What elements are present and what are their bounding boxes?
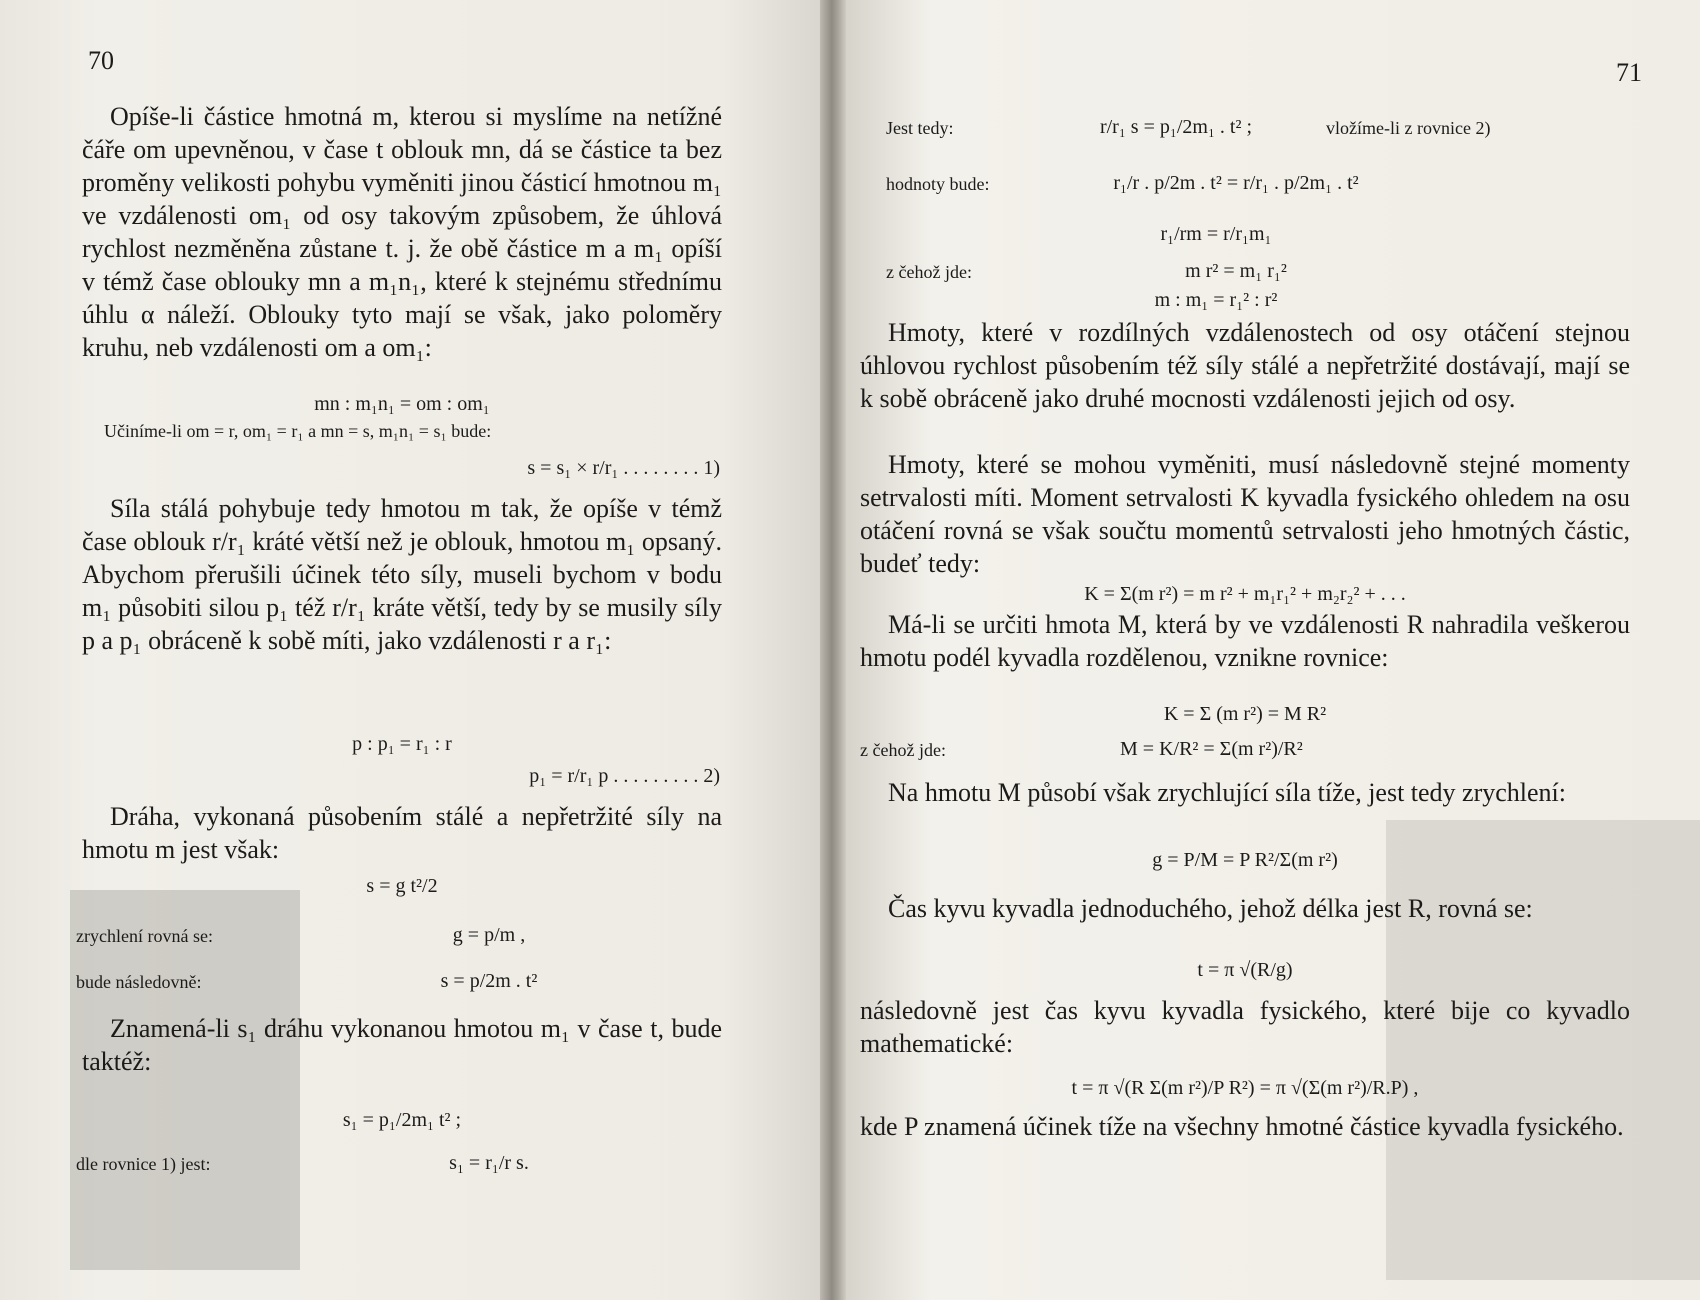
equation-13: K = Σ(m r²) = m r² + m₁r₁² + m₂r₂² + . . . <box>1084 583 1406 605</box>
right-page <box>846 0 1700 1300</box>
equation-18: t = π √(R Σ(m r²)/P R²) = π √(Σ(m r²)/R.P) , <box>1071 1077 1419 1099</box>
label-thus: Jest tedy: <box>886 117 954 138</box>
then-row <box>76 968 722 995</box>
left-paragraph-1 <box>82 100 722 364</box>
left-para-3-text: Dráha, vykonaná působením stálé a nepřetržité síly na hmotu m jest však: <box>82 802 722 864</box>
label-then: bude následovně: <box>76 971 202 992</box>
whence-row <box>886 258 1426 285</box>
equation-12: m : m₁ = r₁² : r² <box>1154 289 1278 311</box>
equation-2a: p : p₁ = r₁ : r <box>352 733 452 755</box>
line-substitute: Učiníme-li om = r, om₁ = r₁ a mn = s, m₁n₁ = s₁ bude: <box>104 421 492 441</box>
eq1-row <box>76 1150 722 1177</box>
page-number-left: 70 <box>88 46 114 75</box>
right-paragraph-4 <box>860 776 1630 809</box>
label-whence: z čehož jde: <box>886 261 972 282</box>
left-para-1-text: Opíše-li částice hmotná m, kterou si myslíme na netížné čáře om upevněnou, v čase t oblouk mn, dá se částice ta bez proměny velikosti pohybu vyměniti jinou částicí hmotnou m₁ ve vzdálenosti om₁ od osy takovým způsobem, že úhlová rychlost nezměněna zůstane t. j. že obě částice m a m₁ opíší v témž čase oblouky mn a m₁n₁, které k stejnému střednímu úhlu α náleží. Oblouky tyto mají se však, jako poloměry kruhu, neb vzdálenosti om a om₁: <box>82 102 722 362</box>
equation-8: r/r₁ s = p₁/2m₁ . t² ; <box>1099 116 1253 138</box>
page-number-right: 71 <box>1616 58 1642 87</box>
equation-2b: p₁ = r/r₁ p . . . . . . . . . 2) <box>529 765 720 787</box>
right-para-6-text: následovně jest čas kyvu kyvadla fysického, které bije co kyvadlo mathematické: <box>860 996 1630 1058</box>
right-para-7-text: kde P znamená účinek tíže na všechny hmotné částice kyvadla fysického. <box>860 1112 1624 1141</box>
equation-15: M = K/R² = Σ(m r²)/R² <box>1120 738 1303 760</box>
left-page <box>0 0 820 1300</box>
right-paragraph-1 <box>860 316 1630 415</box>
eq-ratio: mn : m₁n₁ = om : om₁ <box>314 393 490 415</box>
equation-11: m r² = m₁ r₁² <box>1185 260 1287 282</box>
equation-6: s₁ = p₁/2m₁ t² ; <box>342 1109 462 1131</box>
left-para-2-text: Síla stálá pohybuje tedy hmotou m tak, že opíše v témž čase oblouk r/r₁ kráté větší než je oblouk, hmotou m₁ opsaný. Abychom přerušili účinek této síly, museli bychom v bodu m₁ působiti silou p₁ též r/r₁ kráte větší, tedy by se musily síly p a p₁ obráceně k sobě míti, jako vzdálenosti r a r₁: <box>82 494 722 655</box>
values-row <box>886 170 1426 197</box>
right-paragraph-2 <box>860 448 1630 580</box>
equation-7: s₁ = r₁/r s. <box>449 1152 529 1174</box>
book-gutter <box>820 0 846 1300</box>
left-paragraph-4 <box>82 1012 722 1078</box>
label-by-eq1: dle rovnice 1) jest: <box>76 1153 211 1174</box>
label-acceleration: zrychlení rovná se: <box>76 925 213 946</box>
right-paragraph-6 <box>860 994 1630 1060</box>
equation-9: r₁/r . p/2m . t² = r/r₁ . p/2m₁ . t² <box>1113 172 1359 194</box>
label-values: hodnoty bude: <box>886 173 990 194</box>
equation-3: s = g t²/2 <box>366 875 438 897</box>
left-paragraph-3 <box>82 800 722 866</box>
accel-row <box>76 922 722 949</box>
eq8-note: vložíme-li z rovnice 2) <box>1326 117 1491 138</box>
right-para-2-text: Hmoty, které se mohou vyměniti, musí následovně stejné momenty setrvalosti míti. Moment setrvalosti K kyvadla fysického ohledem na osu otáčení rovná se však součtu momentů setrvalosti jeho hmotných částic, budeť tedy: <box>860 450 1630 578</box>
equation-5: s = p/2m . t² <box>440 970 538 992</box>
thus-row <box>886 114 1626 141</box>
right-paragraph-3 <box>860 608 1630 674</box>
equation-16: g = P/M = P R²/Σ(m r²) <box>1152 849 1338 871</box>
left-paragraph-2 <box>82 492 722 657</box>
left-para-4-text: Znamená-li s₁ dráhu vykonanou hmotou m₁ v čase t, bude taktéž: <box>82 1014 722 1076</box>
right-paragraph-7 <box>860 1110 1630 1143</box>
whence2-row <box>860 736 1630 763</box>
equation-14: K = Σ (m r²) = M R² <box>1163 703 1327 725</box>
right-para-1-text: Hmoty, které v rozdílných vzdálenostech od osy otáčení stejnou úhlovou rychlost působením též síly stálé a nepřetržité dostávají, mají se k sobě obráceně jako druhé mocnosti vzdálenosti jejich od osy. <box>860 318 1630 413</box>
equation-10: r₁/rm = r/r₁m₁ <box>1160 223 1272 245</box>
right-para-5-text: Čas kyvu kyvadla jednoduchého, jehož délka jest R, rovná se: <box>888 894 1533 923</box>
right-para-3-text: Má-li se určiti hmota M, která by ve vzdálenosti R nahradila veškerou hmotu podél kyvadla rozdělenou, vznikne rovnice: <box>860 610 1630 672</box>
right-para-4-text: Na hmotu M působí však zrychlující síla tíže, jest tedy zrychlení: <box>888 778 1567 807</box>
equation-1: s = s₁ × r/r₁ . . . . . . . . 1) <box>527 457 720 479</box>
right-paragraph-5 <box>860 892 1630 925</box>
equation-17: t = π √(R/g) <box>1197 959 1293 981</box>
label-whence-2: z čehož jde: <box>860 739 946 760</box>
equation-4: g = p/m , <box>452 924 526 946</box>
